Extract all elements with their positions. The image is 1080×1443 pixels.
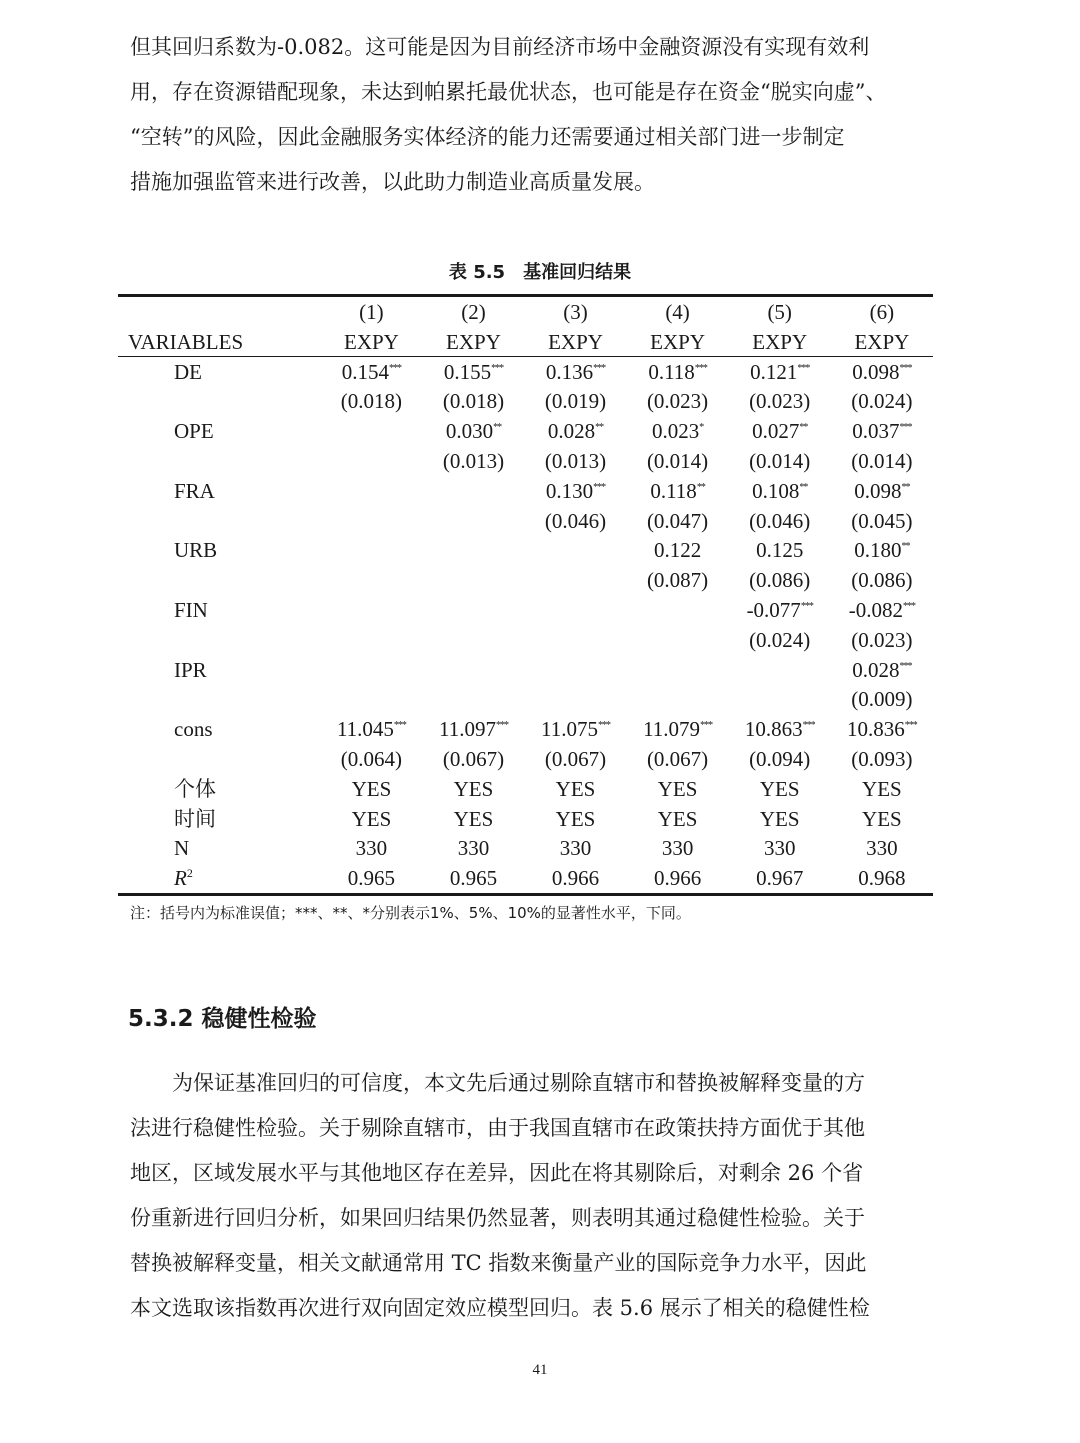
table-cell: [422, 775, 524, 805]
cell-value: 0.118: [650, 478, 697, 503]
table-cell: [627, 536, 729, 566]
table-cell: [627, 626, 729, 656]
cell-value: (0.024): [749, 627, 811, 652]
table-cell: [422, 685, 524, 715]
table-cell: [320, 358, 422, 388]
table-cell: [422, 596, 524, 626]
table-cell: [525, 387, 627, 417]
table-cell: [831, 417, 933, 447]
table-cell: [525, 536, 627, 566]
text-line: 本文选取该指数再次进行双向固定效应模型回归。表 5.6 展示了相关的稳健性检: [130, 1296, 870, 1320]
table-cell: [831, 745, 933, 775]
table-cell: [729, 775, 831, 805]
table-cell: [729, 745, 831, 775]
table-row: [118, 745, 933, 775]
cell-value: 0.125: [756, 538, 804, 563]
row-label: 时间: [174, 806, 216, 831]
cell-value: (0.086): [851, 568, 913, 593]
table-cell: [525, 566, 627, 596]
table-cell: [320, 805, 422, 835]
cell-value: YES: [657, 806, 698, 831]
table-cell: [422, 745, 524, 775]
table-cell: [627, 387, 729, 417]
table-cell: [422, 834, 524, 864]
table-cell: [729, 417, 831, 447]
cell-value: (0.067): [544, 746, 607, 771]
cell-value: (0.047): [646, 508, 709, 533]
table-cell: [627, 685, 729, 715]
table-cell: [831, 358, 933, 388]
text-line: 但其回归系数为-0.082。这可能是因为目前经济市场中金融资源没有实现有效利: [130, 35, 870, 59]
section-heading: 5.3.2 稳健性检验: [128, 1006, 317, 1032]
table-cell: [422, 626, 524, 656]
row-label: [118, 507, 320, 537]
table-caption: 表 5.5 基准回归结果: [448, 262, 632, 283]
cell-value: 0.122: [653, 538, 702, 563]
cell-value: (0.046): [544, 508, 607, 533]
table-cell: [320, 685, 422, 715]
table-cell: [320, 536, 422, 566]
table-cell: [627, 358, 729, 388]
text-line: “空转”的风险，因此金融服务实体经济的能力还需要通过相关部门进一步制定: [130, 125, 845, 149]
text-line: 地区，区域发展水平与其他地区存在差异，因此在将其剔除后，对剩余 26 个省: [130, 1161, 864, 1185]
table-cell: [729, 387, 831, 417]
row-label: FIN: [174, 597, 208, 622]
column-number: (6): [869, 300, 895, 324]
table-cell: [627, 656, 729, 686]
cell-value: 0.023: [651, 419, 700, 444]
table-row: [118, 685, 933, 715]
cell-value: 0.030: [445, 419, 494, 444]
r2-value: 0.965: [449, 866, 498, 891]
table-cell: [320, 417, 422, 447]
table-cell: [320, 775, 422, 805]
column-number: (1): [359, 300, 384, 324]
cell-value: 0.098: [852, 359, 900, 384]
table-cell: [729, 685, 831, 715]
table-row: [118, 358, 933, 388]
cell-value: -0.082: [848, 597, 904, 622]
cell-value: (0.013): [544, 448, 607, 473]
cell-value: (0.009): [851, 687, 913, 712]
r2-value: 0.968: [858, 866, 906, 891]
table-cell: [525, 715, 627, 745]
table-row: [118, 566, 933, 596]
header-blank: [118, 298, 320, 328]
table-cell: [525, 685, 627, 715]
header-row-variables: [118, 328, 933, 358]
table-cell: [422, 715, 524, 745]
significance-stars: ***: [694, 362, 707, 374]
cell-value: (0.086): [749, 568, 811, 593]
table-cell: [320, 507, 422, 537]
cell-value: YES: [759, 806, 800, 831]
cell-value: 0.118: [648, 359, 695, 384]
table-cell: [422, 805, 524, 835]
page-number: 41: [532, 1362, 548, 1378]
cell-value: 11.075: [541, 717, 599, 742]
cell-value: 0.180: [854, 538, 902, 563]
table-cell: [729, 566, 831, 596]
cell-value: YES: [453, 806, 494, 831]
cell-value: 330: [457, 836, 490, 861]
header-row-numbers: [118, 298, 933, 328]
text-line: 替换被解释变量，相关文献通常用 TC 指数来衡量产业的国际竞争力水平，因此: [130, 1251, 867, 1275]
row-label: OPE: [174, 419, 214, 444]
table-row: [118, 387, 933, 417]
cell-value: (0.093): [851, 746, 913, 771]
table-cell: [729, 596, 831, 626]
table-cell: [729, 656, 831, 686]
cell-value: 0.155: [443, 359, 492, 384]
cell-value: 10.836: [847, 717, 905, 742]
table-cell: [422, 507, 524, 537]
cell-value: 0.027: [752, 419, 800, 444]
table-row-r2: [118, 864, 933, 894]
table-cell: [831, 447, 933, 477]
table-cell: [320, 596, 422, 626]
row-label: [118, 626, 320, 656]
significance-stars: **: [595, 422, 604, 434]
table-cell: [422, 536, 524, 566]
cell-value: (0.023): [749, 389, 811, 414]
cell-value: (0.087): [646, 568, 709, 593]
variables-header: VARIABLES: [128, 329, 244, 354]
significance-stars: **: [493, 422, 502, 434]
table-cell: [831, 536, 933, 566]
table-cell: [525, 596, 627, 626]
table-cell: [525, 775, 627, 805]
table-cell: [729, 358, 831, 388]
cell-value: 330: [763, 836, 796, 861]
significance-stars: ***: [389, 362, 402, 374]
significance-stars: **: [901, 481, 910, 493]
cell-value: 330: [661, 836, 694, 861]
table-cell: [525, 507, 627, 537]
significance-stars: *: [699, 422, 704, 434]
table-cell: [627, 566, 729, 596]
table-cell: [422, 566, 524, 596]
row-label: N: [174, 836, 190, 861]
r2-value: 0.965: [347, 866, 396, 891]
cell-value: (0.067): [442, 746, 505, 771]
dependent-variable: EXPY: [446, 329, 501, 354]
r2-body: [118, 864, 933, 894]
text-line: 用，存在资源错配现象，未达到帕累托最优状态，也可能是存在资金“脱实向虚”、: [130, 80, 887, 104]
table-cell: [525, 834, 627, 864]
table-cell: [422, 387, 524, 417]
cell-value: 0.121: [750, 359, 798, 384]
table-cell: [320, 626, 422, 656]
cell-value: (0.024): [851, 389, 913, 414]
cell-value: 0.136: [545, 359, 594, 384]
text-line: 为保证基准回归的可信度，本文先后通过剔除直辖市和替换被解释变量的方: [130, 1071, 865, 1095]
cell-value: YES: [453, 776, 494, 801]
table-cell: [525, 805, 627, 835]
table-cell: [729, 626, 831, 656]
dependent-variable: EXPY: [344, 329, 399, 354]
text-line: 法进行稳健性检验。关于剔除直辖市，由于我国直辖市在政策扶持方面优于其他: [130, 1116, 865, 1140]
row-label: cons: [174, 717, 213, 742]
cell-value: (0.023): [646, 389, 709, 414]
table-cell: [320, 447, 422, 477]
table-body: [118, 358, 933, 865]
column-number: (5): [767, 300, 792, 324]
row-label: 个体: [174, 776, 216, 801]
table-cell: [729, 507, 831, 537]
table-cell: [422, 477, 524, 507]
table-cell: [320, 387, 422, 417]
cell-value: (0.018): [340, 389, 403, 414]
text-line: 份重新进行回归分析，如果回归结果仍然显著，则表明其通过稳健性检验。关于: [130, 1206, 865, 1230]
cell-value: (0.014): [646, 448, 709, 473]
cell-value: -0.077: [746, 597, 801, 622]
table-cell: [627, 834, 729, 864]
table-cell: [422, 358, 524, 388]
significance-stars: ***: [904, 720, 917, 732]
table-row: [118, 805, 933, 835]
cell-value: 0.154: [341, 359, 390, 384]
row-label: FRA: [174, 478, 215, 503]
table-cell: [320, 715, 422, 745]
cell-value: YES: [862, 776, 902, 801]
table-cell: [729, 715, 831, 745]
significance-stars: ***: [491, 362, 504, 374]
table-cell: [831, 656, 933, 686]
column-number: (3): [563, 300, 588, 324]
dependent-variable: EXPY: [854, 329, 910, 354]
significance-stars: ***: [899, 660, 912, 672]
table-cell: [525, 358, 627, 388]
row-label: [118, 566, 320, 596]
cell-value: (0.094): [749, 746, 811, 771]
significance-stars: ***: [802, 720, 815, 732]
cell-value: YES: [351, 806, 392, 831]
row-label-r2: [118, 864, 320, 894]
table-cell: [320, 566, 422, 596]
row-label: DE: [174, 359, 202, 384]
cell-value: YES: [657, 776, 698, 801]
table-cell: [627, 447, 729, 477]
cell-value: (0.014): [749, 448, 811, 473]
table-cell: [831, 477, 933, 507]
table-cell: [422, 656, 524, 686]
table-cell: [831, 685, 933, 715]
cell-value: (0.019): [544, 389, 607, 414]
table-cell: [320, 477, 422, 507]
significance-stars: ***: [800, 600, 813, 612]
cell-value: 11.097: [438, 717, 496, 742]
significance-stars: ***: [593, 481, 606, 493]
significance-stars: ***: [899, 362, 912, 374]
table-cell: [627, 417, 729, 447]
table-row: [118, 715, 933, 745]
significance-stars: **: [799, 481, 808, 493]
dependent-variable: EXPY: [650, 329, 705, 354]
table-row: [118, 626, 933, 656]
significance-stars: ***: [903, 600, 916, 612]
table-row: [118, 507, 933, 537]
table-cell: [525, 477, 627, 507]
table-cell: [831, 566, 933, 596]
table-cell: [627, 507, 729, 537]
significance-stars: ***: [797, 362, 810, 374]
column-number: (2): [461, 300, 486, 324]
table-top-rule: [118, 294, 933, 297]
significance-stars: ***: [899, 422, 912, 434]
table-cell: [729, 834, 831, 864]
dependent-variable: EXPY: [548, 329, 603, 354]
row-label: IPR: [174, 657, 207, 682]
cell-value: 330: [866, 836, 898, 861]
cell-value: (0.067): [646, 746, 709, 771]
cell-value: YES: [555, 806, 596, 831]
table-cell: [422, 417, 524, 447]
cell-value: 0.108: [752, 478, 800, 503]
cell-value: 11.079: [643, 717, 701, 742]
r2-value: 0.966: [551, 866, 600, 891]
table-cell: [525, 626, 627, 656]
table-cell: [831, 834, 933, 864]
regression-table: [118, 298, 933, 894]
cell-value: (0.046): [749, 508, 811, 533]
significance-stars: **: [901, 541, 910, 553]
table-row: [118, 536, 933, 566]
cell-value: (0.013): [442, 448, 505, 473]
r2-label-base: R: [174, 866, 187, 891]
table-cell: [831, 596, 933, 626]
cell-value: 10.863: [744, 717, 803, 742]
r2-value: 0.967: [756, 866, 804, 891]
table-cell: [627, 745, 729, 775]
text-line: 措施加强监管来进行改善，以此助力制造业高质量发展。: [130, 170, 655, 194]
table-cell: [627, 477, 729, 507]
significance-stars: **: [799, 422, 808, 434]
table-cell: [525, 656, 627, 686]
cell-value: (0.014): [851, 448, 913, 473]
table-cell: [525, 447, 627, 477]
table-row: [118, 477, 933, 507]
table-cell: [729, 477, 831, 507]
table-cell: [525, 745, 627, 775]
cell-value: YES: [862, 806, 902, 831]
table-row: [118, 447, 933, 477]
cell-value: 11.045: [336, 717, 394, 742]
significance-stars: ***: [393, 720, 406, 732]
table-cell: [320, 656, 422, 686]
row-label: [118, 685, 320, 715]
table-cell: [627, 775, 729, 805]
cell-value: 0.130: [545, 478, 594, 503]
cell-value: (0.023): [851, 627, 913, 652]
table-cell: [831, 715, 933, 745]
table-cell: [831, 805, 933, 835]
table-cell: [320, 834, 422, 864]
cell-value: 0.028: [852, 657, 900, 682]
significance-stars: **: [696, 481, 705, 493]
table-cell: [422, 447, 524, 477]
cell-value: YES: [759, 776, 800, 801]
significance-stars: ***: [700, 720, 713, 732]
dependent-variable: EXPY: [752, 329, 808, 354]
cell-value: 0.037: [852, 419, 900, 444]
cell-value: YES: [351, 776, 392, 801]
table-cell: [627, 805, 729, 835]
table-cell: [831, 626, 933, 656]
table-cell: [627, 715, 729, 745]
table-row: [118, 775, 933, 805]
table-cell: [729, 447, 831, 477]
r2-label-sup: 2: [186, 866, 193, 881]
table-row: [118, 834, 933, 864]
table-cell: [320, 745, 422, 775]
table-cell: [729, 536, 831, 566]
cell-value: (0.064): [340, 746, 403, 771]
table-cell: [729, 805, 831, 835]
cell-value: YES: [555, 776, 596, 801]
row-label: [118, 387, 320, 417]
table-row: [118, 656, 933, 686]
cell-value: 0.028: [547, 419, 596, 444]
column-number: (4): [665, 300, 690, 324]
table-cell: [831, 775, 933, 805]
table-cell: [525, 417, 627, 447]
significance-stars: ***: [598, 720, 611, 732]
table-cell: [627, 596, 729, 626]
significance-stars: ***: [495, 720, 508, 732]
significance-stars: ***: [593, 362, 606, 374]
table-note: 注：括号内为标准误值；***、**、*分别表示1%、5%、10%的显著性水平，下同。: [130, 904, 691, 922]
row-label: [118, 447, 320, 477]
table-cell: [831, 507, 933, 537]
r2-value: 0.966: [653, 866, 702, 891]
cell-value: 0.098: [854, 478, 902, 503]
table-row: [118, 596, 933, 626]
cell-value: 330: [355, 836, 388, 861]
row-label: [118, 745, 320, 775]
table-cell: [831, 387, 933, 417]
table-row: [118, 417, 933, 447]
cell-value: (0.045): [851, 508, 913, 533]
row-label: URB: [174, 538, 218, 563]
cell-value: (0.018): [442, 389, 505, 414]
cell-value: 330: [559, 836, 592, 861]
